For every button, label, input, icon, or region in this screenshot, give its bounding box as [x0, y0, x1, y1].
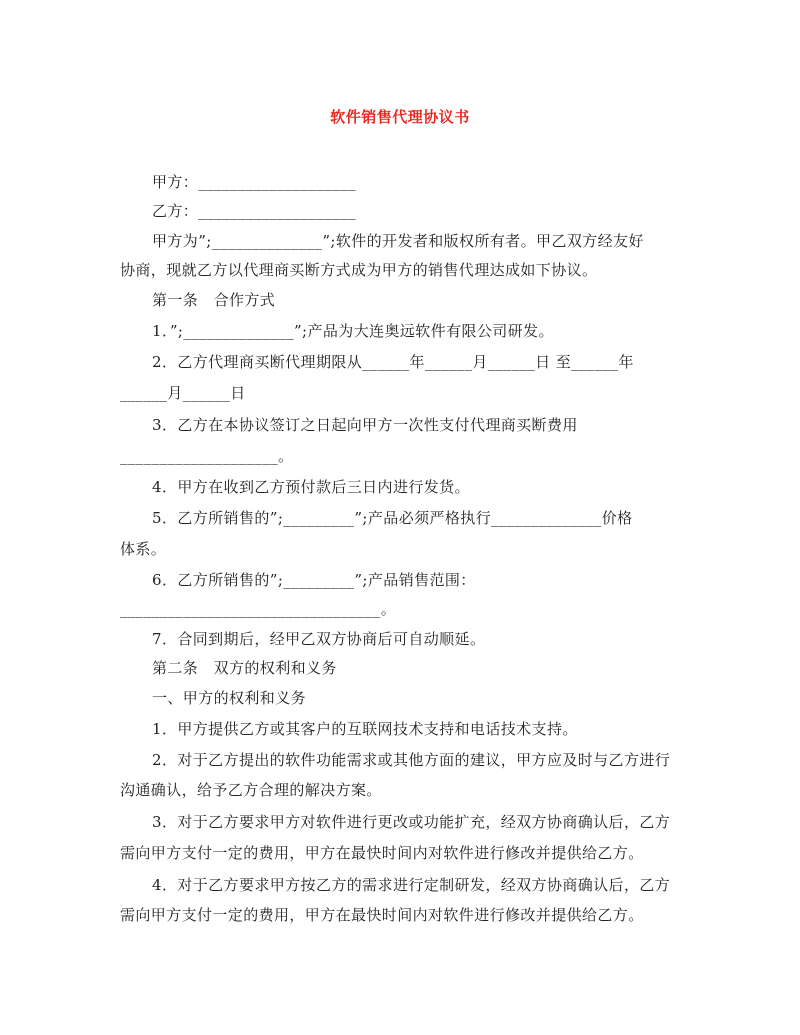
party-a-line: 甲方：____________________ [152, 173, 357, 191]
clause-line: 需向甲方支付一定的费用，甲方在最快时间内对软件进行修改并提供给乙方。 [120, 906, 644, 924]
clause-line: 1．”;______________”;产品为大连奥远软件有限公司研发。 [152, 322, 554, 340]
clause-line: ____________________。 [120, 447, 294, 465]
clause-line: 4．对于乙方要求甲方按乙方的需求进行定制研发，经双方协商确认后，乙方 [152, 876, 671, 894]
subsection-heading: 一、甲方的权利和义务 [152, 689, 307, 707]
clause-line: 体系。 [120, 540, 167, 558]
clause-line: 7．合同到期后，经甲乙双方协商后可自动顺延。 [152, 630, 486, 648]
clause-line: ______月______日 [120, 384, 246, 402]
clause-line: 沟通确认，给予乙方合理的解决方案。 [120, 781, 382, 799]
clause-line: 1．甲方提供乙方或其客户的互联网技术支持和电话技术支持。 [152, 720, 578, 738]
clause-line: 2．乙方代理商买断代理期限从______年______月______日 至______年 [152, 353, 634, 371]
clause-line: 3．对于乙方要求甲方对软件进行更改或功能扩充，经双方协商确认后，乙方 [152, 813, 671, 831]
paragraph-line: 甲方为”;______________”;软件的开发者和版权所有者。甲乙双方经友好 [152, 232, 644, 250]
paragraph-line: 协商，现就乙方以代理商买断方式成为甲方的销售代理达成如下协议。 [120, 261, 598, 279]
clause-line: 3．乙方在本协议签订之日起向甲方一次性支付代理商买断费用 [152, 416, 578, 434]
clause-line: 需向甲方支付一定的费用，甲方在最快时间内对软件进行修改并提供给乙方。 [120, 844, 644, 862]
document-title: 软件销售代理协议书 [330, 108, 470, 126]
clause-line: 5．乙方所销售的”;_________”;产品必须严格执行______________价格 [152, 509, 633, 527]
party-b-line: 乙方：____________________ [152, 202, 357, 220]
section-heading: 第二条 双方的权利和义务 [152, 659, 337, 677]
section-heading: 第一条 合作方式 [152, 291, 276, 309]
clause-line: 6．乙方所销售的”;_________”;产品销售范围： [152, 571, 476, 589]
clause-line: _________________________________。 [120, 600, 397, 618]
clause-line: 4．甲方在收到乙方预付款后三日内进行发货。 [152, 478, 470, 496]
clause-line: 2．对于乙方提出的软件功能需求或其他方面的建议，甲方应及时与乙方进行 [152, 751, 671, 769]
